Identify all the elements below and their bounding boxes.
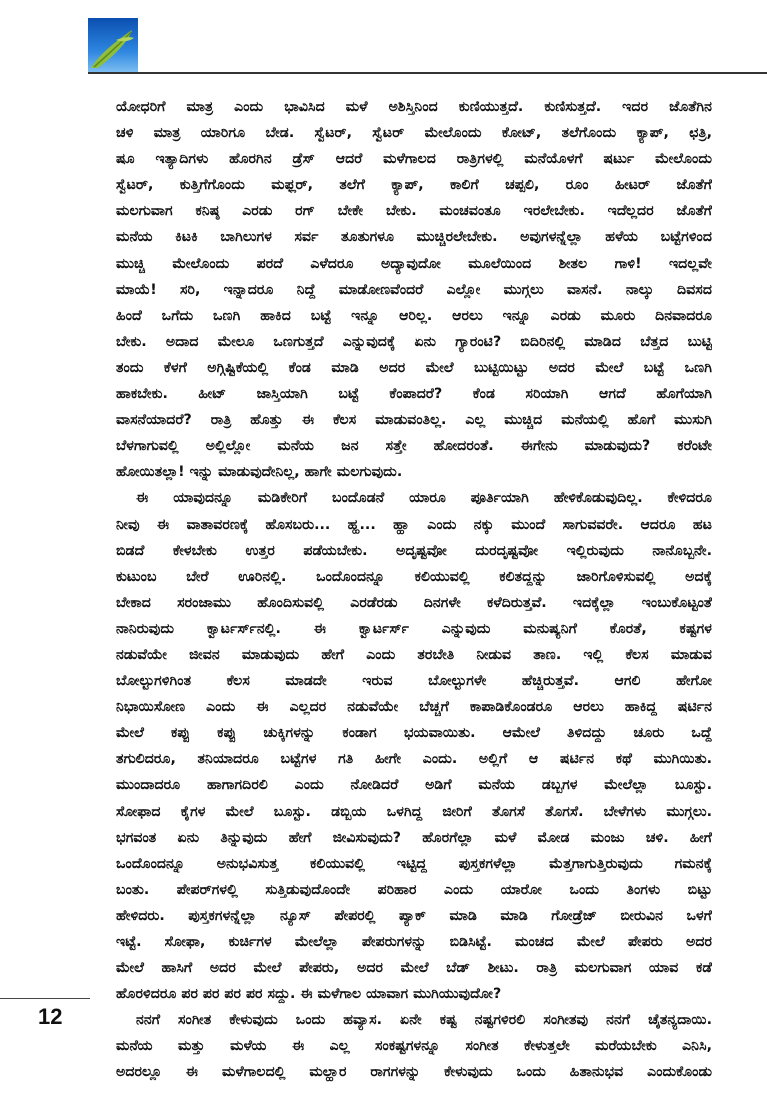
text-line: ತಗುಲಿದರೂ, ತನಿಯಾದರೂ ಬಟ್ಟೆಗಳ ಗತಿ ಹೀಗೇ ಎಂದು. ಅಲ್ಲಿಗೆ ಆ ಷರ್ಟಿನ ಕಥೆ ಮುಗಿಯಿತು. [116, 751, 712, 768]
text-line: ಹೇಳಿದರು. ಪುಸ್ತಕಗಳನ್ನೆಲ್ಲಾ ನ್ಯೂಸ್ ಪೇಪರಲ್ಲಿ ಪ್ಯಾಕ್ ಮಾಡಿ ಮಾಡಿ ಗೋಡ್ರೆಜ್ ಬೀರುವಿನ ಒಳಗೆ [116, 907, 712, 924]
text-line: ಬಿಡದೆ ಕೇಳಬೇಕು ಉತ್ತರ ಪಡೆಯಬೇಕು. ಅದೃಷ್ಟವೋ ದುರದೃಷ್ಟವೋ ಇಲ್ಲಿರುವುದು ನಾನೊಬ್ಬನೇ. [116, 542, 712, 559]
text-line: ಬೋಲ್ಟುಗಳಿಗಿಂತ ಕೆಲಸ ಮಾಡದೇ ಇರುವ ಬೋಲ್ಟುಗಳೇ ಹೆಚ್ಚಿರುತ್ತವೆ. ಆಗಲಿ ಹೇಗೋ [116, 673, 712, 690]
text-line: ಹೊರಳಿದರೂ ಪರ ಪರ ಪರ ಪರ ಸದ್ದು. ಈ ಮಳೆಗಾಲ ಯಾವಾಗ ಮುಗಿಯುವುದೋ? [116, 986, 502, 1003]
text-line: ಇಟ್ಟೆ. ಸೋಫಾ, ಕುರ್ಚಿಗಳ ಮೇಲೆಲ್ಲಾ ಪೇಪರುಗಳನ್ನು ಬಿಡಿಸಿಟ್ಟೆ. ಮಂಚದ ಮೇಲೆ ಪೇಪರು ಅದರ [116, 934, 712, 950]
footer-rule [0, 998, 90, 999]
text-line: ವಾಸನೆಯಾದರೆ? ರಾತ್ರಿ ಹೊತ್ತು ಈ ಕೆಲಸ ಮಾಡುವಂತಿಲ್ಲ. ಎಲ್ಲ ಮುಚ್ಚಿದ ಮನೆಯಲ್ಲಿ ಹೊಗೆ ಮುಸುಗಿ [116, 412, 712, 429]
text-line: ಮನೆಯ ಮತ್ತು ಮಳೆಯ ಈ ಎಲ್ಲ ಸಂಕಷ್ಟಗಳನ್ನೂ ಸಂಗೀತ ಕೇಳುತ್ತಲೇ ಮರೆಯಬೇಕು ಎನಿಸಿ, [116, 1038, 712, 1055]
text-line: ನನಗೆ ಸಂಗೀತ ಕೇಳುವುದು ಒಂದು ಹವ್ಯಾಸ. ಏನೇ ಕಷ್ಟ ನಷ್ಟಗಳಿರಲಿ ಸಂಗೀತವು ನನಗೆ ಚೈತನ್ಯದಾಯಿ. [136, 1012, 712, 1029]
text-line: ನೀವು ಈ ವಾತಾವರಣಕ್ಕೆ ಹೊಸಬರು... ಹ್ಹ... ಹ್ಹಾ ಎಂದು ನಕ್ಕು ಮುಂದೆ ಸಾಗುವವರೇ. ಆದರೂ ಹಟ [116, 516, 712, 533]
text-line: ಮುಚ್ಚಿ ಮೇಲೊಂದು ಪರದೆ ಎಳೆದರೂ ಅದ್ಯಾವುದೋ ಮೂಲೆಯಿಂದ ಶೀತಲ ಗಾಳಿ! ಇದಲ್ಲವೇ [116, 255, 712, 272]
article-body [116, 94, 712, 1086]
text-line: ನಡುವೆಯೇ ಜೀವನ ಮಾಡುವುದು ಹೇಗೆ ಎಂದು ತರಬೇತಿ ನೀಡುವ ತಾಣ. ಇಲ್ಲಿ ಕೆಲಸ ಮಾಡುವ [116, 646, 712, 663]
text-line: ಹೋಯಿತಲ್ಲಾ! ಇನ್ನು ಮಾಡುವುದೇನಿಲ್ಲ, ಹಾಗೇ ಮಲಗುವುದು. [116, 464, 403, 481]
text-line: ಹಿಂದೆ ಒಗೆದು ಒಣಗಿ ಹಾಕಿದ ಬಟ್ಟೆ ಇನ್ನೂ ಆರಿಲ್ಲ. ಆರಲು ಇನ್ನೂ ಎರಡು ಮೂರು ದಿನವಾದರೂ [116, 307, 712, 324]
text-line: ಬಂತು. ಪೇಪರ್‌ಗಳಲ್ಲಿ ಸುತ್ತಿಡುವುದೊಂದೇ ಪರಿಹಾರ ಎಂದು ಯಾರೋ ಒಂದು ತಿಂಗಳು ಬಿಟ್ಟು [116, 881, 712, 898]
text-line: ಬೆಳಗಾಗುವಲ್ಲಿ ಅಲ್ಲಿಲ್ಲೋ ಮನೆಯ ಜನ ಸತ್ತೇ ಹೋದರಂತೆ. ಈಗೇನು ಮಾಡುವುದು? ಕರೆಂಟೇ [116, 438, 712, 455]
page-number: 12 [38, 1004, 63, 1029]
text-line: ಚಳಿ ಮಾತ್ರ ಯಾರಿಗೂ ಬೇಡ. ಸ್ವೆಟರ್, ಸ್ವೆಟರ್ ಮೇಲೊಂದು ಕೋಟ್, ತಲೆಗೊಂದು ಕ್ಯಾಪ್, ಛತ್ರಿ, [116, 125, 712, 142]
text-line: ಬೇಕು. ಅದಾದ ಮೇಲೂ ಒಣಗುತ್ತದೆ ಎನ್ನುವುದಕ್ಕೆ ಏನು ಗ್ಯಾರಂಟಿ? ಬಿದಿರಿನಲ್ಲಿ ಮಾಡಿದ ಬೆತ್ತದ ಬುಟ್ಟಿ [116, 333, 712, 350]
text-line: ಅದರಲ್ಲೂ ಈ ಮಳೆಗಾಲದಲ್ಲಿ ಮಲ್ಹಾರ ರಾಗಗಳನ್ನು ಕೇಳುವುದು ಒಂದು ಹಿತಾನುಭವ ಎಂದುಕೊಂಡು [116, 1064, 712, 1081]
text-line: ಮಾಯೆ! ಸರಿ, ಇನ್ನಾದರೂ ನಿದ್ದೆ ಮಾಡೋಣವೆಂದರೆ ಎಲ್ಲೋ ಮುಗ್ಗಲು ವಾಸನೆ. ನಾಲ್ಕು ದಿವಸದ [116, 281, 712, 298]
text-line: ನಿಭಾಯಿಸೋಣ ಎಂದು ಈ ಎಲ್ಲದರ ನಡುವೆಯೇ ಬೆಚ್ಚಗೆ ಕಾಪಾಡಿಕೊಂಡರೂ ಆರಲು ಹಾಕಿದ್ದ ಷರ್ಟಿನ [116, 699, 712, 716]
text-line: ನಾನಿರುವುದು ಕ್ವಾರ್ಟರ್ಸ್‌ನಲ್ಲಿ. ಈ ಕ್ವಾರ್ಟರ್ಸ್ ಎನ್ನುವುದು ಮನುಷ್ಯನಿಗೆ ಕೊರತೆ, ಕಷ್ಟಗಳ [116, 620, 712, 637]
text-line: ಮೇಲೆ ಹಾಸಿಗೆ ಅದರ ಮೇಲೆ ಪೇಪರು, ಅದರ ಮೇಲೆ ಬೆಡ್ ಶೀಟು. ರಾತ್ರಿ ಮಲಗುವಾಗ ಯಾವ ಕಡೆ [116, 960, 712, 977]
text-line: ಒಂದೊಂದನ್ನೂ ಅನುಭವಿಸುತ್ತ ಕಲಿಯುವಲ್ಲಿ ಇಟ್ಟಿದ್ದ ಪುಸ್ತಕಗಳೆಲ್ಲಾ ಮೆತ್ತಗಾಗುತ್ತಿರುವುದು ಗಮನಕ್ಕೆ [116, 855, 712, 872]
text-line: ಮಲಗುವಾಗ ಕನಿಷ್ಠ ಎರಡು ರಗ್ ಬೇಕೇ ಬೇಕು. ಮಂಚವಂತೂ ಇರಲೇಬೇಕು. ಇದೆಲ್ಲದರ ಜೊತೆಗೆ [116, 203, 712, 220]
text-line: ಮನೆಯ ಕಿಟಕಿ ಬಾಗಿಲುಗಳ ಸರ್ವ ತೂತುಗಳೂ ಮುಚ್ಚಿರಲೇಬೇಕು. ಅವುಗಳನ್ನೆಲ್ಲಾ ಹಳೆಯ ಬಟ್ಟೆಗಳಿಂದ [116, 229, 712, 246]
text-line: ಬೇಕಾದ ಸರಂಜಾಮು ಹೊಂದಿಸುವಲ್ಲಿ ಎರಡೆರಡು ದಿನಗಳೇ ಕಳೆದಿರುತ್ತವೆ. ಇದಕ್ಕೆಲ್ಲಾ ಇಂಬುಕೊಟ್ಟಂತೆ [116, 594, 712, 611]
text-line: ಈ ಯಾವುದನ್ನೂ ಮಡಿಕೇರಿಗೆ ಬಂದೊಡನೆ ಯಾರೂ ಪೂರ್ತಿಯಾಗಿ ಹೇಳಿಕೊಡುವುದಿಲ್ಲ. ಕೇಳಿದರೂ [136, 490, 712, 507]
text-line: ಸೋಫಾದ ಕೈಗಳ ಮೇಲೆ ಬೂಸ್ಟು. ಡಬ್ಬಿಯ ಒಳಗಿದ್ದ ಜೀರಿಗೆ ತೊಗಸೆ ತೊಗಸೆ. ಬೇಳೆಗಳು ಮುಗ್ಗಲು. [116, 803, 712, 820]
header-rule [88, 72, 767, 74]
text-line: ಮೇಲೆ ಕಪ್ಪು ಕಪ್ಪು ಚುಕ್ಕಿಗಳನ್ನು ಕಂಡಾಗ ಭಯವಾಯಿತು. ಆಮೇಲೆ ತಿಳಿದದ್ದು ಚೂರು ಒದ್ದೆ [116, 725, 712, 742]
text-line: ಷೂ ಇತ್ಯಾದಿಗಳು ಹೊರಗಿನ ಡ್ರೆಸ್ ಆದರೆ ಮಳೆಗಾಲದ ರಾತ್ರಿಗಳಲ್ಲಿ ಮನೆಯೊಳಗೆ ಷರ್ಟು ಮೇಲೊಂದು [116, 151, 712, 168]
text-line: ಯೋಧರಿಗೆ ಮಾತ್ರ ಎಂದು ಭಾವಿಸಿದ ಮಳೆ ಅಶಿಸ್ತಿನಿಂದ ಕುಣಿಯುತ್ತದೆ. ಕುಣಿಸುತ್ತದೆ. ಇದರ ಜೊತೆಗಿನ [116, 99, 712, 115]
text-line: ಕುಟುಂಬ ಬೇರೆ ಊರಿನಲ್ಲಿ. ಒಂದೊಂದನ್ನೂ ಕಲಿಯುವಲ್ಲಿ ಕಲಿತದ್ದನ್ನು ಜಾರಿಗೊಳಿಸುವಲ್ಲಿ ಅದಕ್ಕೆ [116, 568, 712, 585]
text-line: ಹಾಕಬೇಕು. ಹೀಟ್ ಜಾಸ್ತಿಯಾಗಿ ಬಟ್ಟೆ ಕೆಂಪಾದರೆ? ಕೆಂಡ ಸರಿಯಾಗಿ ಆಗದೆ ಹೊಗೆಯಾಗಿ [116, 386, 712, 403]
leaf-logo-icon [88, 18, 138, 73]
text-line: ಸ್ವೆಟರ್, ಕುತ್ತಿಗೆಗೊಂದು ಮಫ್ಲರ್, ತಲೆಗೆ ಕ್ಯಾಪ್, ಕಾಲಿಗೆ ಚಪ್ಪಲಿ, ರೂಂ ಹೀಟರ್ ಜೊತೆಗೆ [116, 177, 712, 194]
text-line: ಮುಂದಾದರೂ ಹಾಗಾಗದಿರಲಿ ಎಂದು ನೋಡಿದರೆ ಅಡಿಗೆ ಮನೆಯ ಡಬ್ಬಗಳ ಮೇಲೆಲ್ಲಾ ಬೂಸ್ಟು. [116, 777, 712, 794]
text-line: ತಂದು ಕೆಳಗೆ ಅಗ್ಗಿಷ್ಟಿಕೆಯಲ್ಲಿ ಕೆಂಡ ಮಾಡಿ ಅದರ ಮೇಲೆ ಬುಟ್ಟಿಯಿಟ್ಟು ಅದರ ಮೇಲೆ ಬಟ್ಟೆ ಒಣಗಿ [116, 359, 712, 376]
text-line: ಭಗವಂತ ಏನು ತಿನ್ನುವುದು ಹೇಗೆ ಜೀವಿಸುವುದು? ಹೊರಗೆಲ್ಲಾ ಮಳೆ ಮೋಡ ಮಂಜು ಚಳಿ. ಹೀಗೆ [116, 829, 712, 846]
